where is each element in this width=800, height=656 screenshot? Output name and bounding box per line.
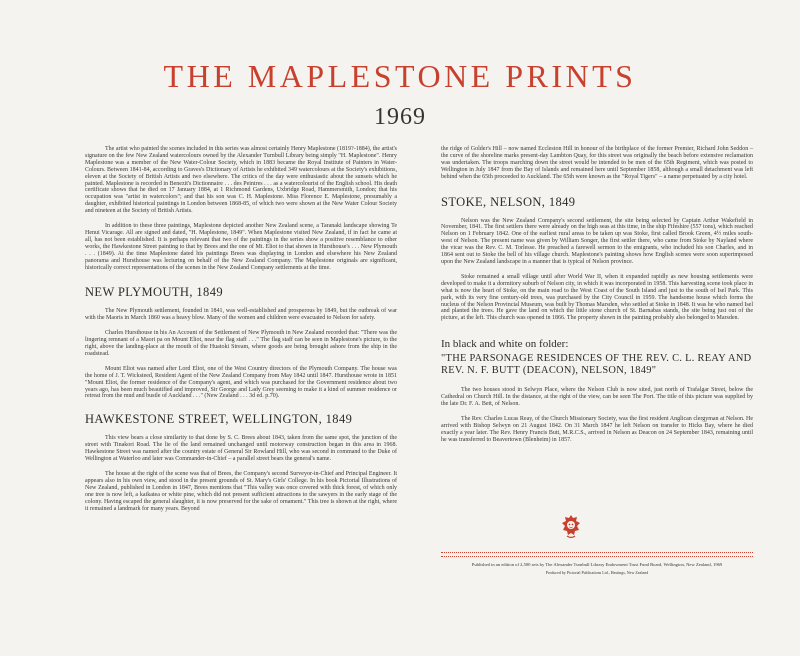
tiger-crest-icon — [559, 514, 583, 540]
footer-divider — [441, 552, 753, 557]
section-heading-hawkestone: HAWKESTONE STREET, WELLINGTON, 1849 — [85, 412, 353, 427]
section-paragraph: The two houses stood in Selwyn Place, where the Nelson Club is now sited, just north of Trafalgar Street, below the Cathedral on Church Hill. In the distance, at the right of the view, can be seen The Port. The title of this picture was supplied by the late Dr. F. A. Bett, of Nelson. — [441, 387, 753, 408]
page-title: THE MAPLESTONE PRINTS — [163, 58, 637, 94]
folder-intro: In black and white on folder: — [441, 338, 569, 351]
producer-note: Produced by Pictorial Publications Ltd., Hastings, New Zealand — [545, 570, 649, 575]
intro-paragraph: In addition to these three paintings, Maplestone depicted another New Zealand scene, a Taranaki landscape showing Te Henui Vicarage. All are signed and dated, "H. Maplestone, 1849". When Maplestone visited New Zealand, if in fact he came at all, has not been established. It is perhaps relevant that two of the paintings in the series show a positive resemblance to other works, the Hawkestone Street painting to that by Brees and the one of Mt. Eliot to that shown in Hursthouse's . . . New Plymouth . . . (1849). At the time Maplestone dated his paintings Brees was displaying in London and elsewhere his New Zealand panorama and Hursthouse was lecturing on behalf of the New Zealand Company. The Maplestone originals are significant, historically correct representations of the scenes in the New Zealand Company settlements at the time. — [85, 223, 397, 271]
section-paragraph: The house at the right of the scene was that of Brees, the Company's second Surveyor-in-Chief and Principal Engineer. It appears also in his own view, and stood in the present grounds of St. Mary's Girls' College. In his book Pictorial Illustrations of New Zealand, published in London in 1847, Brees mentions that "This valley was once covered with thick forest, of which only one tree is now left, a kaikatea or white pine, which did not present sufficient attractions to the sawyers in the early stage of the colony. Having escaped the general slaughter, it is now preserved for the sake of ornament." This tree is shown at the right, where it remained a landmark for many years. Beyond — [85, 471, 397, 512]
right-column — [441, 146, 753, 447]
folder-title: "THE PARSONAGE RESIDENCES OF THE REV. C. L. REAY AND REV. N. F. BUTT (DEACON), NELSON, 1849" — [441, 353, 752, 377]
year-heading: 1969 — [374, 104, 426, 130]
left-column — [85, 146, 397, 515]
section-paragraph: Charles Hursthouse in his An Account of the Settlement of New Plymouth in New Zealand recorded that: "There was the lingering remnant of a Maori pa on Mount Eliot, near the flag staff . . ." The flag staff can be seen in Maplestone's picture, to the right, above the landing-place at the mouth of the Huatoki Stream, where goods are being brought ashore from the ship in the roadstead. — [85, 330, 397, 357]
intro-paragraph: The artist who painted the scenes included in this series was almost certainly Henry Maplestone (1819?-1884), the artist's signature on the few New Zealand watercolours owned by the Alexander Turnbull Library being simply "H. Maplestone". Henry Maplestone was a member of the New Water-Colour Society, which in 1883 became the Royal Institute of Painters in Water-Colours. Between 1841-84, according to Graves's Dictionary of Artists he exhibited 349 watercolours at the Society's exhibitions, eleven at the Society of British Artists and two elsewhere. The critics of the day were enthusiastic about the sunsets which he painted. Maplestone is recorded in Benezit's Dictionnaire . . . des Peintres . . . as a watercolourist of the English school. His death certificate shows that he died on 17 January 1884, at 1 Richmond Gardens, Uxbridge Road, Hammersmith, London; that his occupation was "artist in watercolors"; and that his son was C. H. Maplestone. Miss Florence E. Maplestone, presumably a daughter, exhibited historical paintings in London between 1868-85, of which two were shown at the New Water Colour Society and nineteen at the Society of British Artists. — [85, 146, 397, 215]
section-paragraph-continued: the ridge of Golder's Hill – now named Eccleston Hill in honour of the birthplace of the former Premier, Richard John Seddon – the curve of the shoreline marks present-day Lambton Quay, for this street was originally the beach before extensive reclamation was undertaken. The troops marching down the street would be intended to be men of the 65th Regiment, which was posted to Wellington in July 1847 from the Bay of Islands and remained here until September 1858, although a small detachment was left behind when the 65th proceeded to Auckland. The 65th were known as the "Royal Tigers" – a name perpetuated by a city hotel. — [441, 146, 753, 180]
section-heading-stoke: STOKE, NELSON, 1849 — [441, 194, 576, 209]
publication-note: Published in an edition of 2,500 sets by The Alexander Turnbull Library Endowment Trust Fund Board, Wellington, New Zealand, 1969 — [471, 562, 723, 567]
section-paragraph: The New Plymouth settlement, founded in 1841, was well-established and prosperous by 1849, but the outbreak of war with the Maoris in March 1860 was a heavy blow. Many of the women and children were evacuated to Nelson for safety. — [85, 308, 397, 322]
section-paragraph: The Rev. Charles Lucas Reay, of the Church Missionary Society, was the first resident Anglican clergyman at Nelson. He arrived with Bishop Selwyn on 21 August 1842. On 31 March 1847 he left Nelson on transfer to Hicks Bay, where he died exactly a year later. The Rev. Henry Francis Butt, M.R.C.S., arrived in Nelson as Deacon on 24 September 1843, remaining until he was transferred to Beavertown (Blenheim) in 1857. — [441, 415, 753, 443]
section-paragraph: This view bears a close similarity to that done by S. C. Brees about 1843, taken from the same spot, the junction of the street with Tinakori Road. The lie of the land remained unchanged until motorway construction began in this area in 1968. Hawkestone Street was named after the country estate of General Sir Rowland Hill, who was second in command to the Duke of Wellington at Waterloo and later was Commander-in-Chief – a parallel street bears the general's name. — [85, 435, 397, 463]
section-paragraph: Stoke remained a small village until after World War II, when it expanded rapidly as new housing settlements were developed to make it a dormitory suburb of Nelson city, in which it was incorporated in 1958. This harvesting scene took place in what is now the heart of Stoke, on the main road to the West Coast of the South Island and just to the south of Isel Park. This park, with its very fine century-old trees, was purchased by the City Council in 1959. The handsome house which forms the nucleus of the Nelson Provincial Museum, was built by Thomas Marsden, who settled at Stoke in 1848. It was he who named Isel and planted the trees. He gave the land on which the little stone church of St. Barnabas stands, the site being just out of the picture, at the left. This church was opened in 1866. The property shown in the painting probably also belonged to Marsden. — [441, 273, 753, 322]
section-heading-new-plymouth: NEW PLYMOUTH, 1849 — [85, 285, 224, 300]
section-paragraph: Nelson was the New Zealand Company's second settlement, the site being selected by Captain Arthur Wakefield in November, 1841. The first settlers there were already on the high seas at this time, in the ship Fifeshire (557 tons), which reached Nelson on 1 February 1842. One of the earliest rural areas to be taken up was Stoke, first called Brook Green, 4½ miles south-west of Nelson. The present name was given by William Songer, the first settler there, who came from Stoke by Nayland where the vicar was the Rev. C. M. Torlesse. He preached a farewell sermon to the emigrants, who included his son Charles, and in 1864 sent out to Stoke the bell of his village church. Maplestone's painting shows how English scenes were soon superimposed upon the New Zealand landscape in a manner that is typical of Nelson province. — [441, 217, 753, 265]
section-paragraph: Mount Eliot was named after Lord Eliot, one of the West Country directors of the Plymouth Company. The house was the home of J. T. Wicksteed, Resident Agent of the New Zealand Company from May 1842 until 1847. Hursthouse wrote in 1851 "Mount Eliot, the former residence of the Company's agent, and which was purchased for the Government residence about two years ago, has been much beautified and improved, Sir George and Lady Grey seeming to make it a kind of summer residence or retreat from the mud and bustle of Auckland . . ." (New Zealand . . . 3d ed. p.70). — [85, 365, 397, 400]
